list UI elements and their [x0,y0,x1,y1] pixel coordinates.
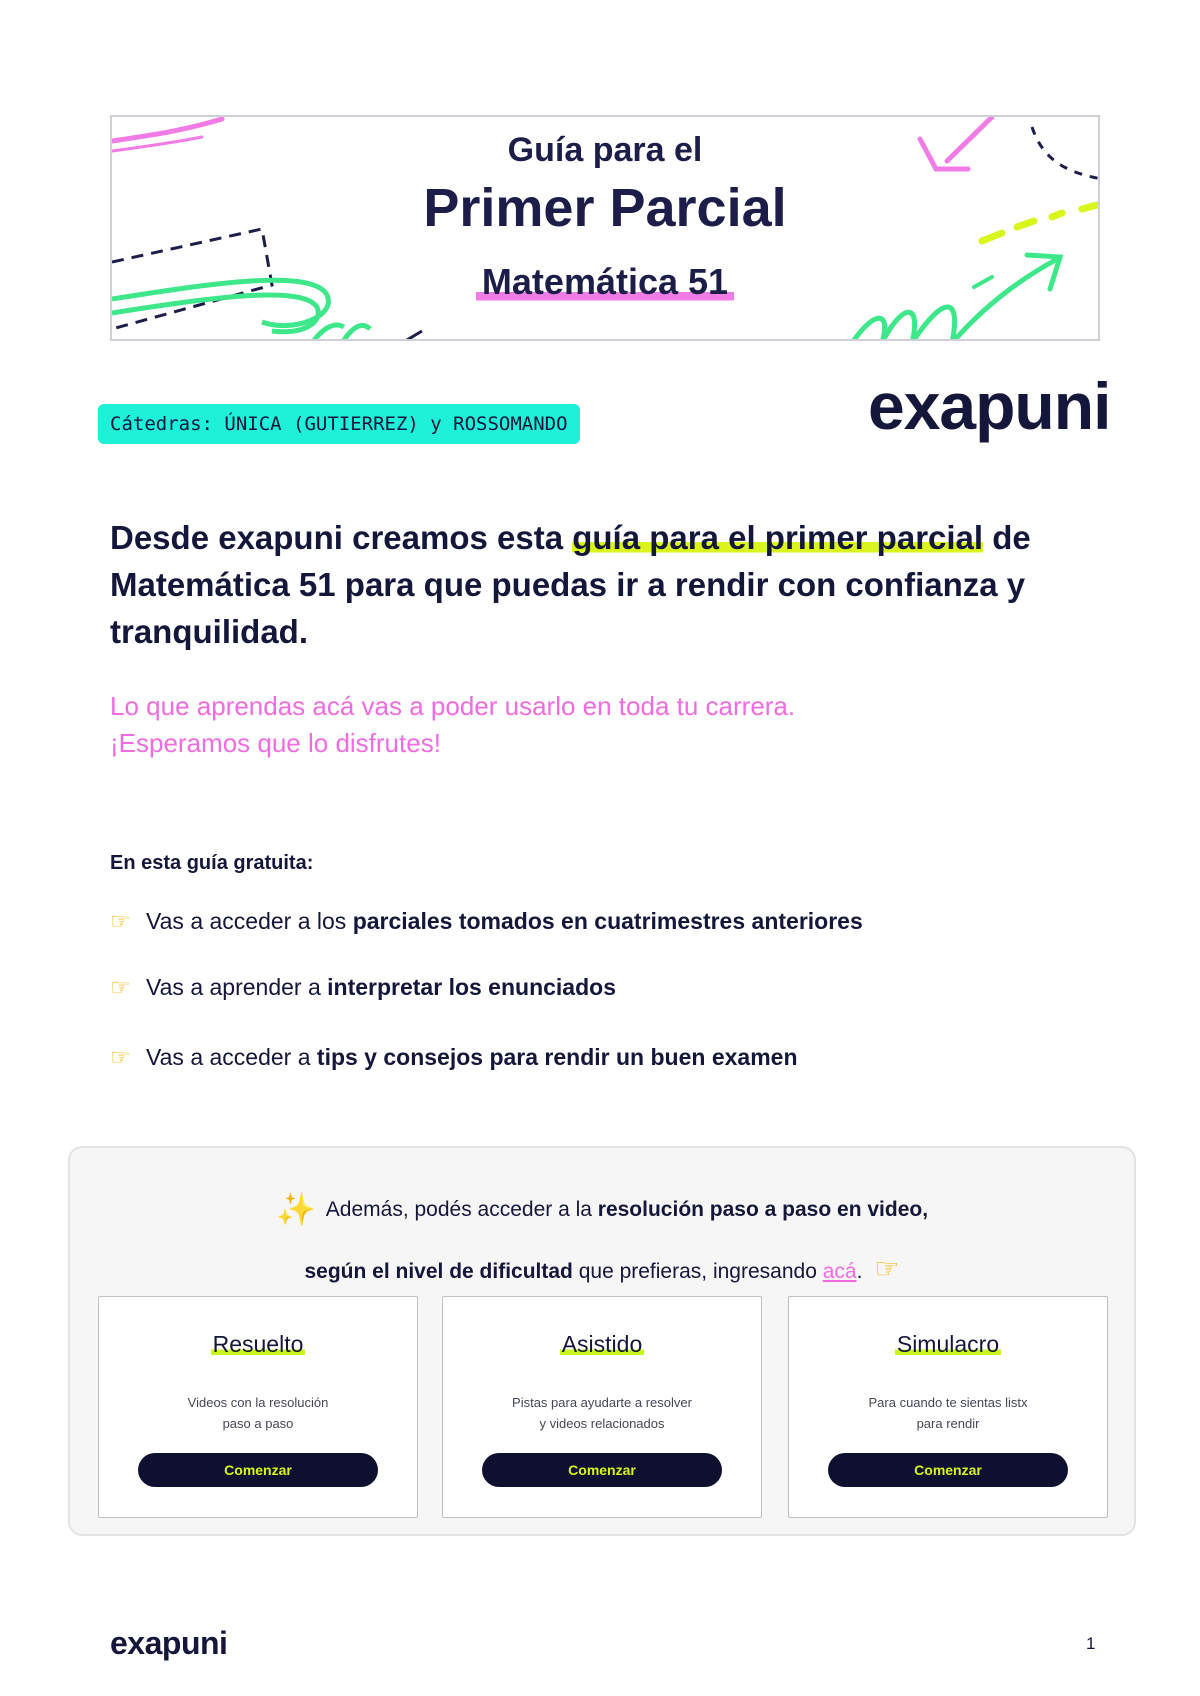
panel-line-1 [70,1190,1134,1228]
intro-text-2: de Matemática 51 para que puedas ir a rendir con confianza y tranquilidad. [110,519,1031,650]
card-asistido [442,1296,762,1518]
exapuni-logo: exapuni [868,369,1111,443]
guide-item-text: Vas a acceder a [146,1044,317,1070]
sparkles-icon: ✨ [275,1191,316,1227]
card-description: y videos relacionados [539,1416,665,1431]
pink-line-2: ¡Esperamos que lo disfrutes! [110,728,441,758]
card-description: Pistas para ayudarte a resolver [512,1395,692,1410]
intro-text-1: Desde exapuni creamos esta [110,519,573,556]
panel-bold: según el nivel de dificultad [304,1260,573,1283]
banner-subject: Matemática 51 [476,261,734,303]
pointing-hand-icon: ☞ [110,1044,131,1070]
card-resuelto [98,1296,418,1518]
banner-title: Primer Parcial [423,178,787,238]
intro-paragraph [110,514,1100,655]
catedras-badge: Cátedras: ÚNICA (GUTIERREZ) y ROSSOMANDO [98,404,580,444]
guide-item-text: Vas a aprender a [146,974,328,1000]
card-description: Videos con la resolución [187,1395,329,1410]
pointing-hand-icon: ☞ [110,908,131,934]
card-title-text: Asistido [561,1331,643,1357]
guide-item-bold: interpretar los enunciados [327,974,616,1000]
panel-text: Además, podés acceder a la [325,1198,598,1221]
pointing-hand-icon: ☞ [874,1253,900,1284]
card-description: para rendir [916,1416,980,1431]
card-description: paso a paso [222,1416,294,1431]
panel-line-2 [70,1252,1134,1285]
card-title [443,1331,761,1358]
aca-link[interactable]: acá [822,1260,857,1283]
panel-text: . [856,1260,863,1283]
banner-subject-wrap [112,261,1098,303]
panel-bold: resolución paso a paso en video, [597,1198,929,1221]
pink-message [110,688,1100,762]
card-title [99,1331,417,1358]
footer-logo: exapuni [110,1625,228,1661]
comenzar-button[interactable]: Comenzar [138,1453,378,1487]
page-number: 1 [1086,1634,1096,1653]
pointing-hand-icon: ☞ [110,974,131,1000]
guide-item-text: Vas a acceder a los [146,908,353,934]
guide-item-bold: tips y consejos para rendir un buen examen [316,1044,798,1070]
card-description: Para cuando te sientas listx [868,1395,1028,1410]
card-title-text: Resuelto [212,1331,304,1357]
card-title [789,1331,1107,1358]
comenzar-button[interactable]: Comenzar [482,1453,722,1487]
panel-text: que prefieras, ingresando [572,1260,823,1283]
card-simulacro [788,1296,1108,1518]
card-title-text: Simulacro [896,1331,1000,1357]
guide-heading: En esta guía gratuita: [110,852,314,874]
intro-highlight: guía para el primer parcial [572,519,984,556]
guide-item [110,974,616,1001]
banner-subtitle: Guía para el [507,131,703,169]
comenzar-button[interactable]: Comenzar [828,1453,1068,1487]
guide-item [110,1044,798,1071]
header-banner [110,115,1100,341]
pink-line-1: Lo que aprendas acá vas a poder usarlo en toda tu carrera. [110,691,796,721]
guide-item-bold: parciales tomados en cuatrimestres anteriores [352,908,863,934]
guide-item [110,908,863,935]
